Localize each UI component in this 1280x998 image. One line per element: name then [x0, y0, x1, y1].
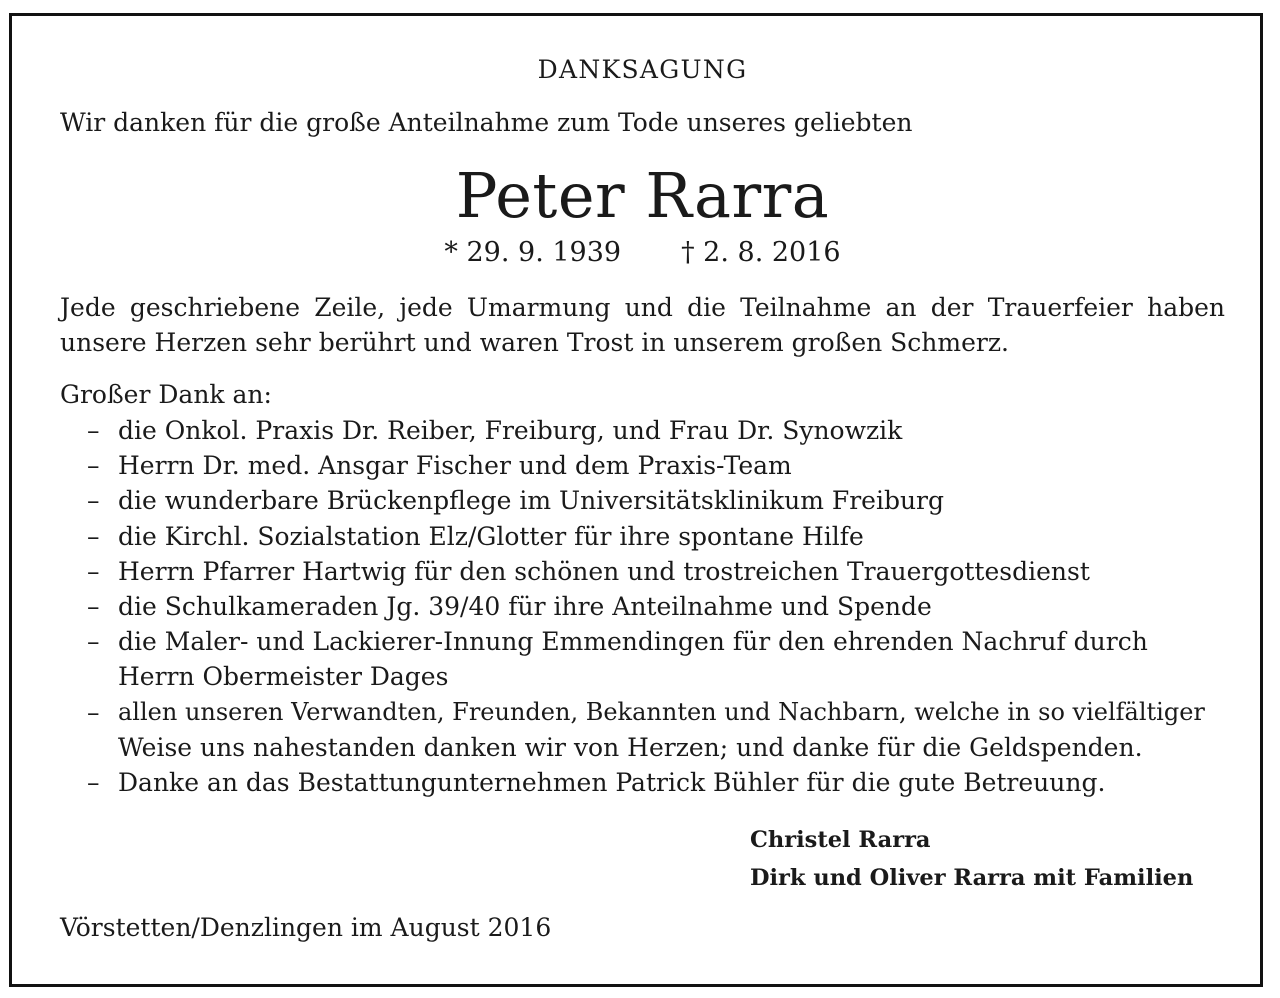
thanks-paragraph: Jede geschriebene Zeile, jede Umarmung und die Teilnahme an der Trauerfeier haben unsere Herzen sehr berührt und waren Trost in unserem großen Schmerz. — [60, 293, 1225, 357]
life-dates — [60, 236, 1225, 270]
list-item — [60, 519, 1225, 554]
list-item-text: Herrn Pfarrer Hartwig für den schönen und trostreichen Trauergottesdienst — [118, 556, 1090, 586]
list-item-text: die Kirchl. Sozialstation Elz/Glotter für ihre spontane Hilfe — [118, 521, 864, 551]
list-item-text-continued: Weise uns nahestanden danken wir von Herzen; und danke für die Geldspenden. — [118, 732, 1143, 762]
list-item-text: die wunderbare Brückenpflege im Universitätsklinikum Freiburg — [118, 486, 945, 516]
intro-text: Wir danken für die große Anteilnahme zum Tode unseres geliebten — [60, 108, 913, 137]
list-item — [60, 695, 1225, 765]
dash-marker: – — [87, 451, 100, 481]
dash-marker: – — [87, 592, 100, 622]
signer-name: Christel Rarra — [750, 827, 931, 853]
list-item — [60, 413, 1225, 448]
place-and-date: Vörstetten/Denzlingen im August 2016 — [60, 913, 552, 942]
list-item-text: die Schulkameraden Jg. 39/40 für ihre Anteilnahme und Spende — [118, 592, 932, 622]
birth-date: * 29. 9. 1939 — [444, 237, 622, 268]
thanks-heading: Großer Dank an: — [60, 380, 272, 409]
list-item-text: Herrn Dr. med. Ansgar Fischer und dem Praxis-Team — [118, 451, 792, 481]
list-item — [60, 448, 1225, 483]
list-item — [60, 483, 1225, 518]
list-item — [60, 589, 1225, 624]
dash-marker: – — [87, 521, 100, 551]
list-item — [60, 624, 1225, 694]
list-item-text: Danke an das Bestattungunternehmen Patrick Bühler für die gute Betreuung. — [118, 768, 1106, 798]
dash-marker: – — [87, 627, 100, 657]
list-item — [60, 765, 1225, 800]
list-item-text: die Onkol. Praxis Dr. Reiber, Freiburg, und Frau Dr. Synowzik — [118, 416, 903, 445]
thanks-list — [60, 413, 1225, 800]
signer-name: Dirk und Oliver Rarra mit Familien — [750, 865, 1194, 891]
dash-marker: – — [87, 486, 100, 516]
list-item — [60, 554, 1225, 589]
notice-heading: DANKSAGUNG — [537, 55, 748, 84]
dash-marker: – — [87, 768, 100, 798]
dash-marker: – — [87, 416, 100, 445]
deceased-name: Peter Rarra — [455, 159, 830, 232]
dash-marker: – — [87, 556, 100, 586]
list-item-text: allen unseren Verwandten, Freunden, Bekannten und Nachbarn, welche in so vielfältiger — [118, 697, 1205, 726]
signers — [750, 821, 1193, 897]
dash-marker: – — [87, 697, 100, 727]
list-item-text-continued: Herrn Obermeister Dages — [118, 662, 449, 692]
list-item-text: die Maler- und Lackierer-Innung Emmendingen für den ehrenden Nachruf durch — [118, 627, 1148, 657]
death-date: † 2. 8. 2016 — [681, 237, 841, 268]
